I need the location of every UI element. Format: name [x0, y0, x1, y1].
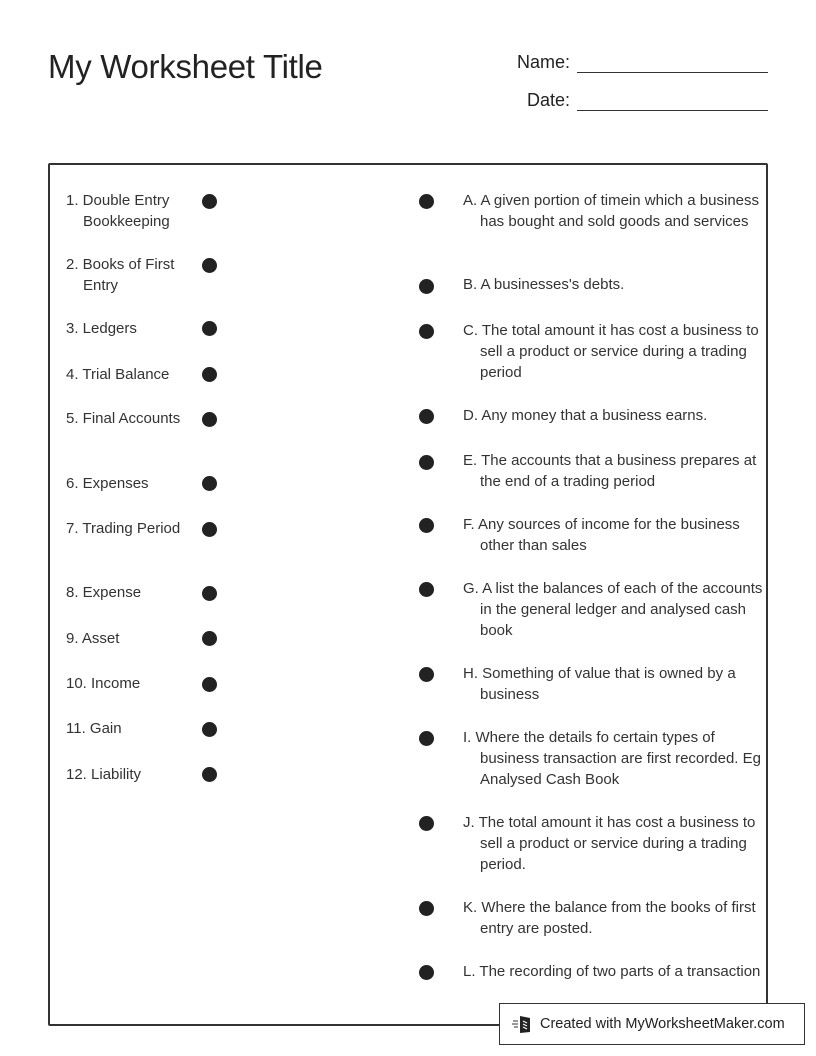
- worksheet-maker-logo-icon: [512, 1013, 534, 1035]
- term-dot[interactable]: [202, 476, 217, 491]
- term-item: 1. Double Entry Bookkeeping: [66, 192, 170, 230]
- term-dot[interactable]: [202, 586, 217, 601]
- definition-dot[interactable]: [419, 324, 434, 339]
- term-item: 11. Gain: [66, 720, 122, 737]
- definition-item: L. The recording of two parts of a transaction: [463, 963, 761, 980]
- term-item: 8. Expense: [66, 584, 142, 601]
- term-dot[interactable]: [202, 367, 217, 382]
- definition-dot[interactable]: [419, 582, 434, 597]
- term-dot[interactable]: [202, 677, 217, 692]
- term-item: 7. Trading Period: [66, 520, 181, 537]
- definition-dot[interactable]: [419, 455, 434, 470]
- term-dot[interactable]: [202, 767, 217, 782]
- definition-item: I. Where the details fo certain types of business transaction are first recorded. Eg Analysed Cash Book: [463, 729, 761, 788]
- term-dot[interactable]: [202, 194, 217, 209]
- term-item: 2. Books of First Entry: [66, 256, 175, 294]
- term-item: 9. Asset: [66, 630, 120, 647]
- term-dot[interactable]: [202, 522, 217, 537]
- term-dot[interactable]: [202, 412, 217, 427]
- definition-dot[interactable]: [419, 667, 434, 682]
- created-with-badge[interactable]: [499, 1003, 805, 1045]
- definition-dot[interactable]: [419, 965, 434, 980]
- date-blank-line[interactable]: [577, 90, 768, 111]
- definition-dot[interactable]: [419, 731, 434, 746]
- definition-item: A. A given portion of timein which a business has bought and sold goods and services: [463, 192, 760, 230]
- definition-item: G. A list the balances of each of the accounts in the general ledger and analysed cash book: [463, 580, 763, 639]
- definition-item: H. Something of value that is owned by a business: [463, 665, 736, 703]
- definition-item: D. Any money that a business earns.: [463, 407, 708, 424]
- page-title: My Worksheet Title: [48, 48, 323, 85]
- definition-dot[interactable]: [419, 279, 434, 294]
- term-dot[interactable]: [202, 321, 217, 336]
- definition-item: F. Any sources of income for the business other than sales: [463, 516, 740, 554]
- term-dot[interactable]: [202, 631, 217, 646]
- definition-item: K. Where the balance from the books of first entry are posted.: [463, 899, 756, 937]
- definition-dot[interactable]: [419, 816, 434, 831]
- footer-text: Created with MyWorksheetMaker.com: [540, 1016, 785, 1032]
- name-field: [500, 52, 768, 73]
- term-item: 4. Trial Balance: [66, 366, 170, 383]
- definition-dot[interactable]: [419, 901, 434, 916]
- date-field: [500, 90, 768, 111]
- term-item: 10. Income: [66, 675, 141, 692]
- term-item: 5. Final Accounts: [66, 410, 181, 427]
- term-dot[interactable]: [202, 258, 217, 273]
- term-dot[interactable]: [202, 722, 217, 737]
- definition-item: C. The total amount it has cost a business to sell a product or service during a trading period: [463, 322, 759, 381]
- term-item: 6. Expenses: [66, 475, 149, 492]
- definition-item: J. The total amount it has cost a business to sell a product or service during a trading period.: [463, 814, 756, 873]
- term-item: 12. Liability: [66, 766, 142, 783]
- definition-dot[interactable]: [419, 518, 434, 533]
- date-label: Date:: [526, 90, 570, 110]
- name-label: Name:: [516, 52, 570, 72]
- definition-dot[interactable]: [419, 194, 434, 209]
- definition-item: B. A businesses's debts.: [463, 276, 625, 293]
- name-blank-line[interactable]: [577, 52, 768, 73]
- definition-dot[interactable]: [419, 409, 434, 424]
- definition-item: E. The accounts that a business prepares at the end of a trading period: [463, 452, 757, 490]
- term-item: 3. Ledgers: [66, 320, 137, 337]
